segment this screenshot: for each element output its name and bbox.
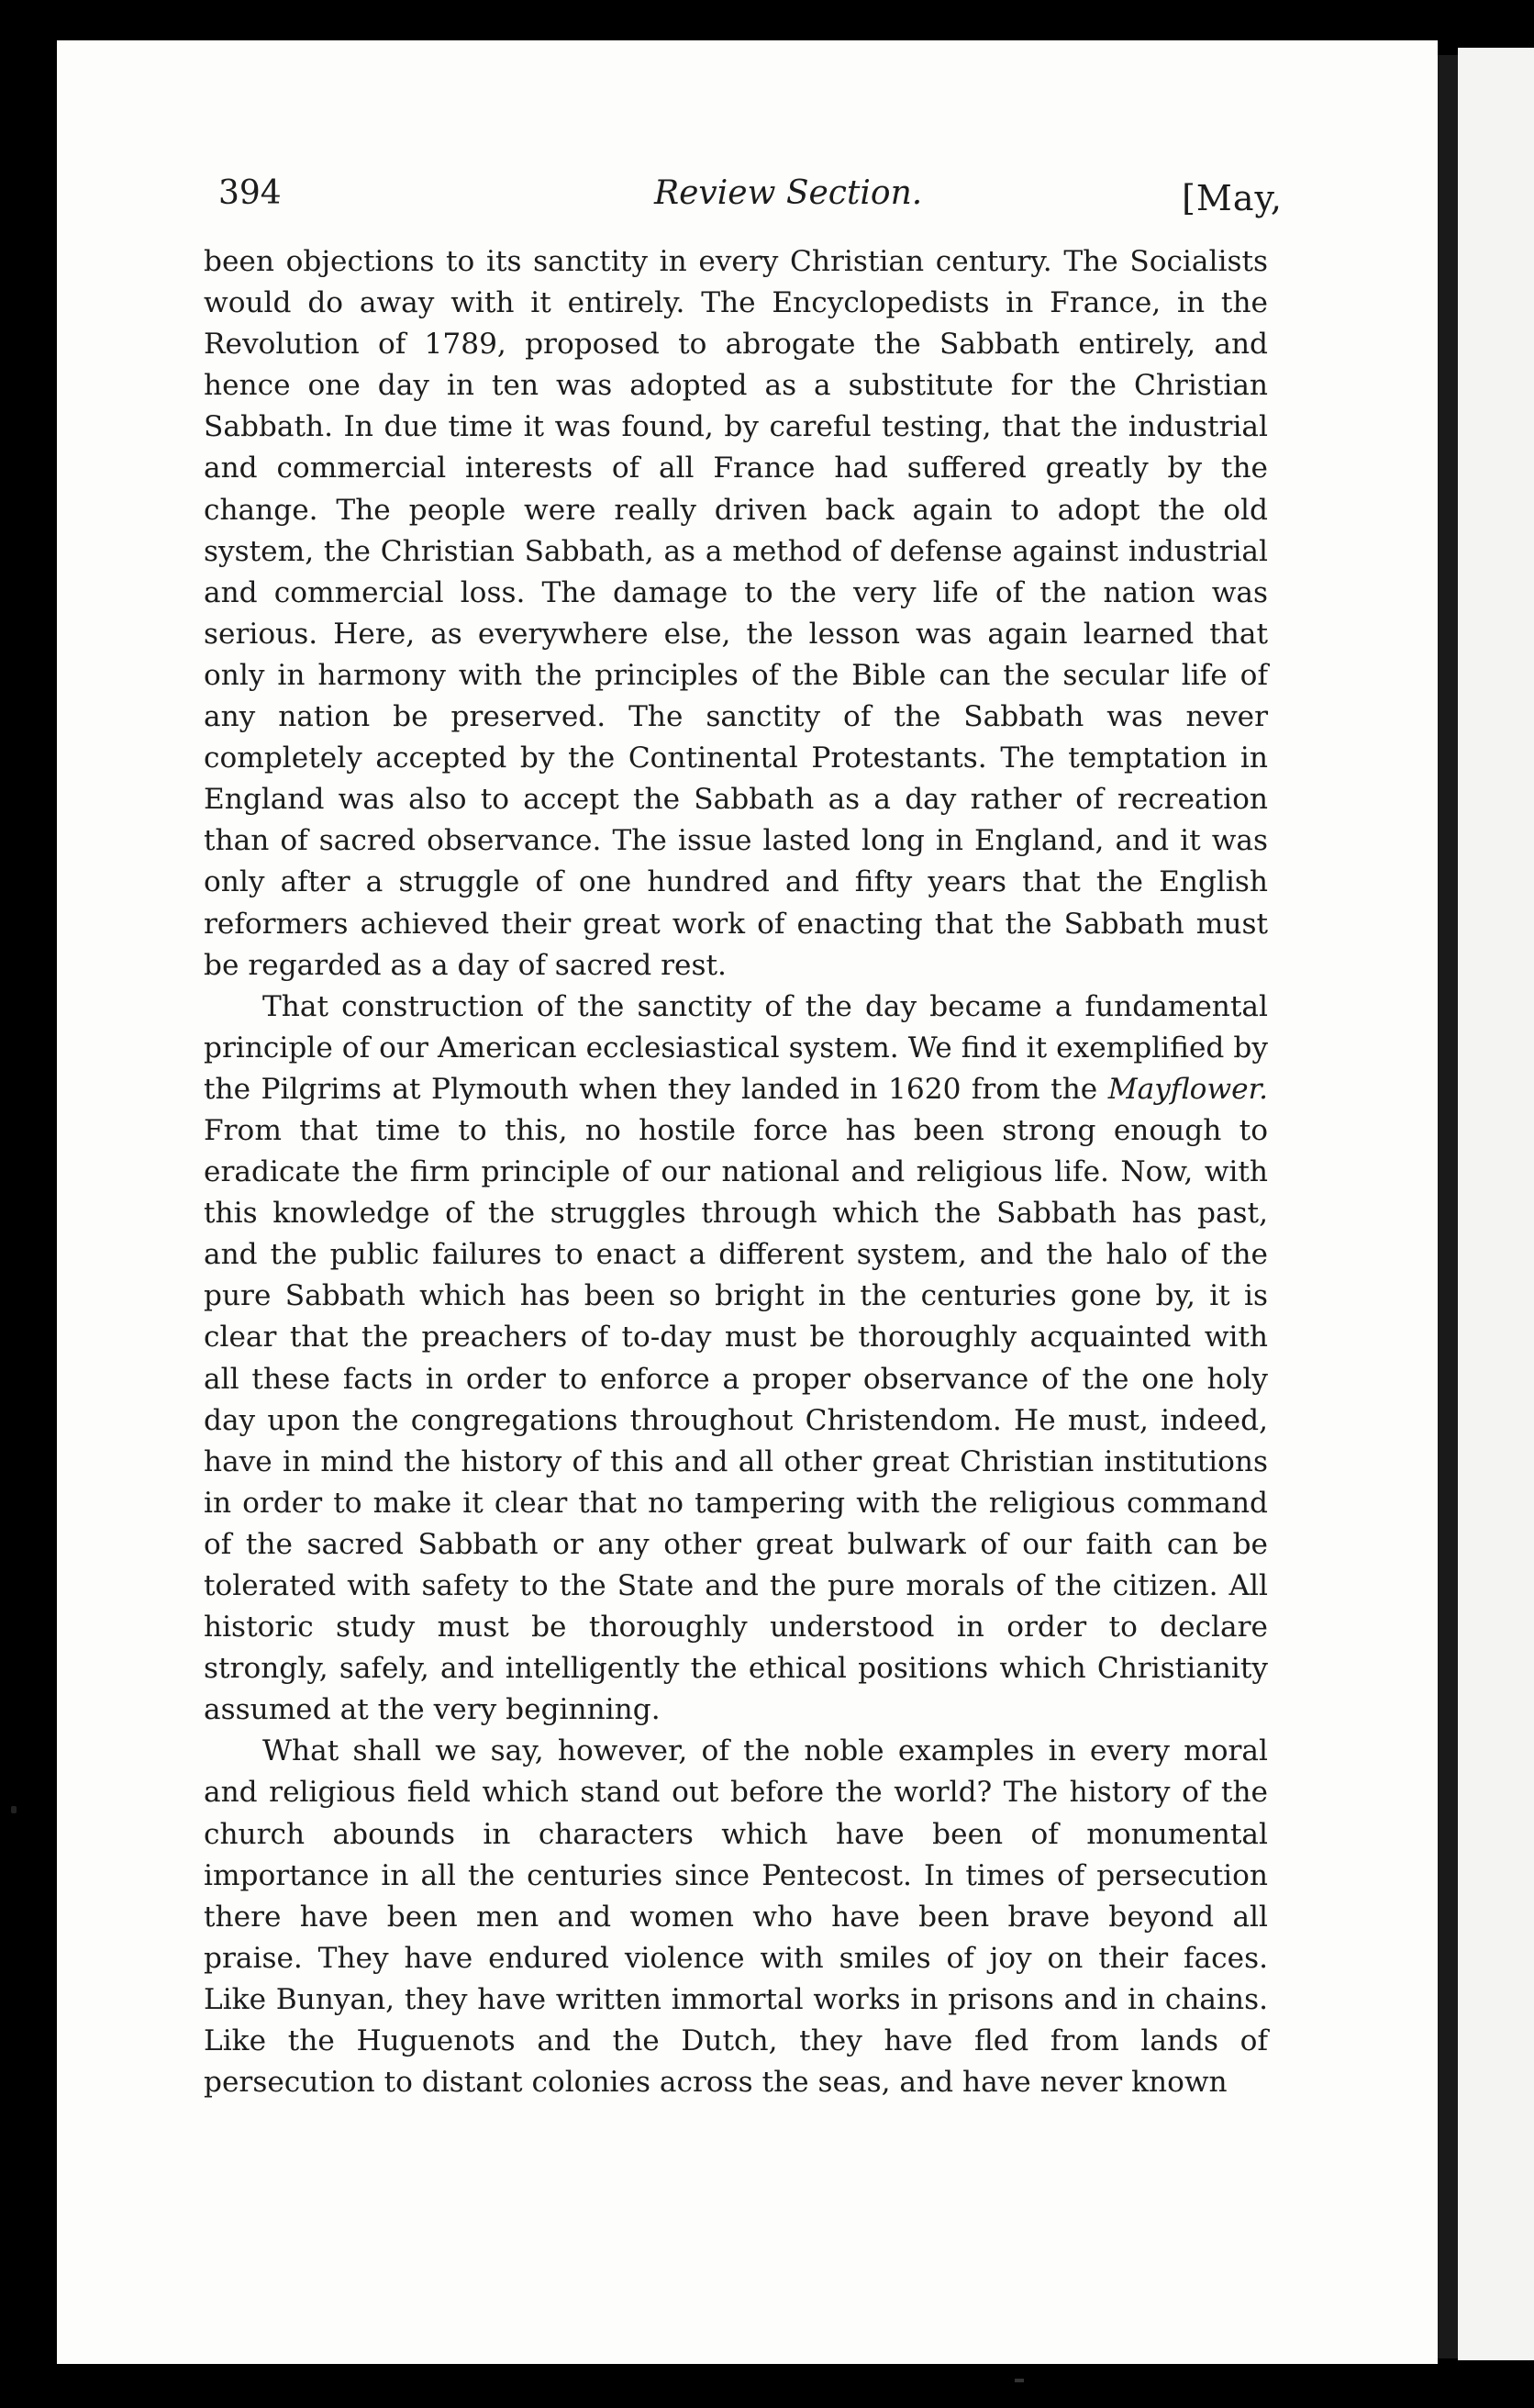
page-spine-shadow	[1438, 55, 1458, 2358]
paragraph: What shall we say, however, of the noble examples in every moral and religious field which stand out before the world? The history of the church abounds in characters which have been of monumental importance in all the centuries since Pentecost. In times of persecution there have been men and women who have been brave beyond all praise. They have endured violence with smiles of joy on their faces. Like Bunyan, they have written immortal works in prisons and in chains. Like the Huguenots and the Dutch, they have fled from lands of persecution to distant colonies across the seas, and have never known	[204, 1734, 1268, 2100]
paragraph-text: From that time to this, no hostile force has been strong enough to eradicate the firm principle of our national and religious life. Now, with this knowledge of the struggles through which the Sabbath has past, and the public failures to enact a different system, and the halo of the pure Sabbath which has been so bright in the centuries gone by, it is clear that the preachers of to-day must be thoroughly acquainted with all these facts in order to enforce a proper observance of the one holy day upon the congregations throughout Christendom. He must, indeed, have in mind the history of this and all other great Christian institutions in order to make it clear that no tampering with the religious command of the sacred Sabbath or any other great bulwark of our faith can be tolerated with safety to the State and the pure morals of the citizen. All historic study must be thoroughly understood in order to declare strongly, safely, and intelligently the ethical positions which Christianity assumed at the very beginning.	[204, 1113, 1268, 1727]
paragraph: been objections to its sanctity in every Christian century. The Socialists would do away with it entirely. The Encyclopedists in France, in the Revolution of 1789, proposed to abrogate the Sabbath entirely, and hence one day in ten was adopted as a substitute for the Christian Sabbath. In due time it was found, by careful testing, that the industrial and commercial interests of all France had suffered greatly by the change. The people were really driven back again to adopt the old system, the Christian Sabbath, as a method of defense against industrial and commercial loss. The damage to the very life of the nation was serious. Here, as everywhere else, the lesson was again learned that only in harmony with the principles of the Bible can the secular life of any nation be preserved. The sanctity of the Sabbath was never completely accepted by the Continental Protestants. The temptation in England was also to accept the Sabbath as a day rather of recreation than of sacred observance. The issue lasted long in England, and it was only after a struggle of one hundred and fifty years that the English reformers achieved their great work of enacting that the Sabbath must be regarded as a day of sacred rest.	[204, 245, 1268, 982]
scan-mark	[1015, 2379, 1024, 2382]
scan-speck	[11, 1806, 17, 1813]
page-number: 394	[218, 174, 282, 212]
adjacent-page-edge	[1458, 48, 1534, 2360]
ship-name-italic: Mayflower.	[1107, 1072, 1268, 1106]
paragraph-text: That construction of the sanctity of the day became a fundamental principle of our American ecclesiastical system. We find it exemplified by the Pilgrims at Plymouth when they landed in 1620 from the	[204, 989, 1268, 1106]
running-head: Review Section.	[654, 174, 923, 212]
page-header	[218, 167, 1283, 222]
paragraph	[204, 987, 1268, 1732]
running-date: [May,	[1182, 178, 1283, 218]
body-text	[204, 241, 1268, 2103]
